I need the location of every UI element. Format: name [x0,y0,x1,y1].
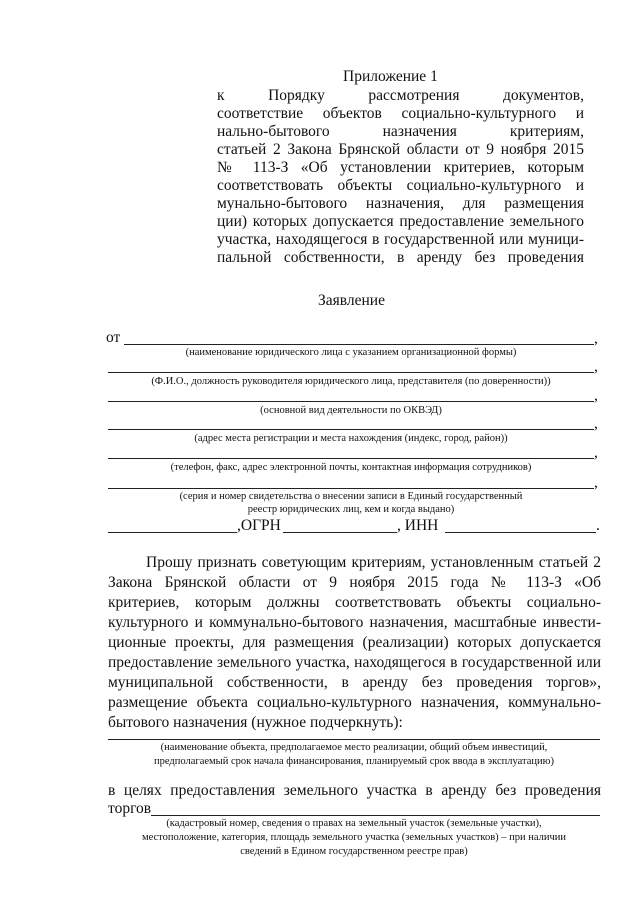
request-line: размещение объекта социально-культурного назначения, коммунально- [108,694,601,711]
purpose-line: в целях предоставления земельного участка в аренду без проведения [108,782,601,799]
activity-caption: (основной вид деятельности по ОКВЭД) [260,405,442,416]
contacts-field[interactable] [108,458,594,459]
appendix-line: мунально-бытового назначения, для размещения [217,195,584,212]
appendix-line: ции) которых допускается предоставление земельного [217,213,584,230]
address-field[interactable] [108,429,594,430]
appendix-line: соответствие объектов социально-культурного и [217,105,584,122]
page-title: Заявление [318,292,385,309]
field-comma: , [594,474,598,491]
field-comma: , [594,330,598,347]
director-name-field[interactable] [108,372,594,373]
request-line: Закона Брянской области от 9 ноября 2015 года № 113-З «Об [108,574,601,591]
land-plot-caption-line: (кадастровый номер, сведения о правах на земельный участок (земельные участки), [166,818,542,829]
activity-field[interactable] [108,401,594,402]
field-comma: , [594,444,598,461]
certificate-date-field[interactable] [108,532,237,533]
request-line: критериев, которым должны соответствовать объекты социально- [108,594,601,611]
appendix-line: № 113-З «Об установлении критериев, которым [217,159,584,176]
appendix-line: к Порядку рассмотрения документов, [217,87,584,104]
ogrn-field[interactable] [283,532,397,533]
address-caption: (адрес места регистрации и места нахождения (индекс, город, район)) [194,433,508,444]
purpose-line: торгов [108,800,152,817]
certificate-caption-line: реестр юридических лиц, кем и когда выдано) [247,504,455,515]
request-line: Прошу признать советующим критериям, установленным статьей 2 [146,554,601,571]
field-period: . [596,517,600,534]
organization-name-caption: (наименование юридического лица с указанием организационной формы) [185,347,517,358]
request-line: культурного и коммунально-бытового назначения, масштабные инвести- [108,614,601,631]
appendix-line: соответствовать объекты социально-культурного и [217,177,584,194]
land-plot-caption-line: сведений в Едином государственном реестре прав) [240,846,468,857]
request-line: муниципальной собственности, в аренду без проведения торгов», [108,674,601,691]
certificate-caption-line: (серия и номер свидетельства о внесении записи в Единый государственный [179,491,523,502]
from-label: от [106,329,121,346]
appendix-title: Приложение 1 [343,68,438,85]
inn-label: , ИНН [397,517,439,534]
request-line: ционные проекты, для размещения (реализации) которых допускается [108,634,601,651]
appendix-line: участка, находящегося в государственной или муници- [217,231,584,248]
object-caption-line: (наименование объекта, предполагаемое место реализации, общий объем инвестиций, [160,742,548,753]
contacts-caption: (телефон, факс, адрес электронной почты, контактная информация сотрудников) [170,462,532,473]
land-plot-caption-line: местоположение, категория, площадь земельного участка (земельных участков) – при наличии [141,832,567,843]
object-description-field[interactable] [108,739,600,740]
ogrn-label: ,ОГРН [237,517,281,534]
appendix-line: пальной собственности, в аренду без проведения [217,249,584,266]
organization-name-field[interactable] [124,344,594,345]
field-comma: , [594,358,598,375]
request-line: предоставление земельного участка, находящегося в государственной или [108,654,601,671]
director-name-caption: (Ф.И.О., должность руководителя юридического лица, представителя (по доверенности)) [151,376,551,387]
appendix-line: нально-бытового назначения критериям, [217,123,584,140]
field-comma: , [594,415,598,432]
land-plot-field[interactable] [151,815,600,816]
object-caption-line: предполагаемый срок начала финансирования, планируемый срок ввода в эксплуатацию) [154,756,554,767]
field-comma: , [594,387,598,404]
inn-field[interactable] [445,532,596,533]
appendix-line: статьей 2 Закона Брянской области от 9 ноября 2015 [217,141,584,158]
request-line: бытового назначения (нужное подчеркнуть): [108,714,403,731]
certificate-field[interactable] [108,488,594,489]
